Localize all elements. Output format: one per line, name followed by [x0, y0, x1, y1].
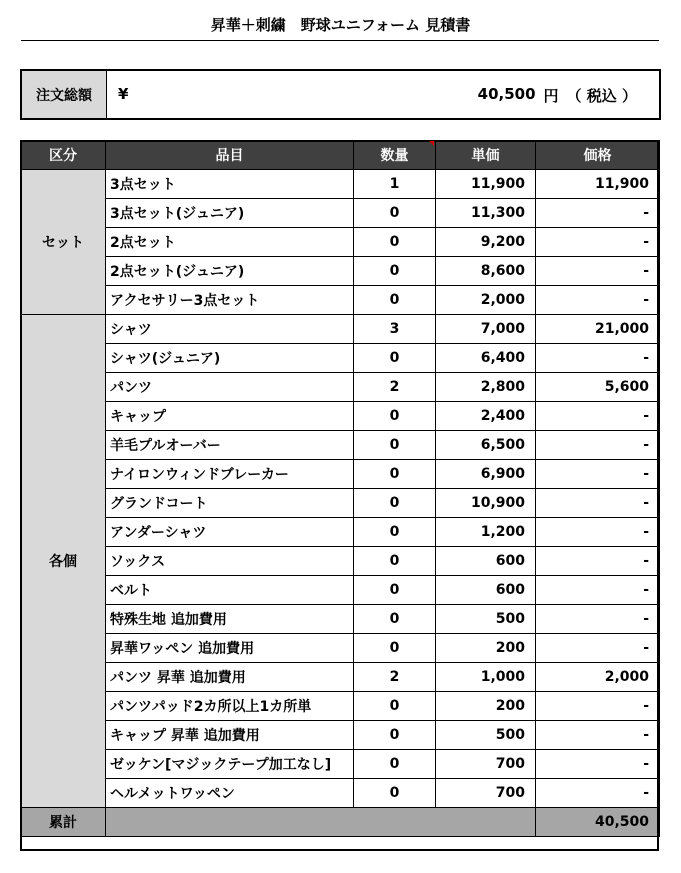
header-unit-price: 単価 [436, 141, 536, 170]
table-row [21, 460, 660, 489]
item-name-cell: アクセサリー3点セット [106, 286, 354, 315]
price-cell: 21,000 [536, 315, 660, 344]
item-name-cell: 2点セット [106, 228, 354, 257]
price-cell: - [536, 402, 660, 431]
table-row [21, 518, 660, 547]
yen-sign: ¥ [118, 85, 129, 103]
table-row [21, 692, 660, 721]
summary-label: 累計 [21, 808, 106, 837]
summary-row [21, 808, 660, 837]
comment-indicator-icon [429, 141, 434, 146]
item-name-cell: ナイロンウィンドブレーカー [106, 460, 354, 489]
table-row [21, 576, 660, 605]
quantity-cell[interactable]: 0 [354, 431, 436, 460]
table-row [21, 199, 660, 228]
table-row [21, 228, 660, 257]
price-cell: - [536, 779, 660, 808]
item-name-cell: シャツ [106, 315, 354, 344]
summary-total: 40,500 [536, 808, 660, 837]
item-name-cell: 2点セット(ジュニア) [106, 257, 354, 286]
table-row [21, 431, 660, 460]
item-name-cell: パンツ [106, 373, 354, 402]
quantity-cell[interactable]: 1 [354, 170, 436, 199]
item-name-cell: ベルト [106, 576, 354, 605]
unit-price-cell: 7,000 [436, 315, 536, 344]
unit-price-cell: 600 [436, 547, 536, 576]
unit-price-cell: 6,900 [436, 460, 536, 489]
price-cell: - [536, 489, 660, 518]
item-name-cell: グランドコート [106, 489, 354, 518]
unit-price-cell: 600 [436, 576, 536, 605]
table-row [21, 489, 660, 518]
quantity-cell[interactable]: 0 [354, 518, 436, 547]
table-row [21, 634, 660, 663]
table-row [21, 315, 660, 344]
category-cell: セット [21, 170, 106, 315]
item-name-cell: ヘルメットワッペン [106, 779, 354, 808]
quantity-cell[interactable]: 0 [354, 692, 436, 721]
table-body [21, 170, 660, 808]
unit-price-cell: 1,200 [436, 518, 536, 547]
quantity-cell[interactable]: 0 [354, 460, 436, 489]
table-row [21, 402, 660, 431]
category-cell: 各個 [21, 315, 106, 808]
unit-price-cell: 700 [436, 750, 536, 779]
unit-price-cell: 10,900 [436, 489, 536, 518]
item-name-cell: 3点セット(ジュニア) [106, 199, 354, 228]
unit-price-cell: 700 [436, 779, 536, 808]
quantity-cell[interactable]: 0 [354, 344, 436, 373]
unit-price-cell: 6,500 [436, 431, 536, 460]
price-cell: - [536, 634, 660, 663]
estimate-table [20, 140, 660, 837]
quantity-cell[interactable]: 0 [354, 605, 436, 634]
unit-price-cell: 6,400 [436, 344, 536, 373]
table-row [21, 663, 660, 692]
quantity-cell[interactable]: 3 [354, 315, 436, 344]
order-total-tax-note: （ 税込 ） [566, 87, 637, 105]
unit-price-cell: 8,600 [436, 257, 536, 286]
quantity-cell[interactable]: 0 [354, 199, 436, 228]
order-total-box [20, 69, 661, 120]
price-cell: - [536, 431, 660, 460]
quantity-cell[interactable]: 0 [354, 489, 436, 518]
unit-price-cell: 2,000 [436, 286, 536, 315]
item-name-cell: 羊毛プルオーバー [106, 431, 354, 460]
price-cell: - [536, 199, 660, 228]
table-row [21, 721, 660, 750]
price-cell: 2,000 [536, 663, 660, 692]
price-cell: - [536, 692, 660, 721]
unit-price-cell: 2,800 [436, 373, 536, 402]
item-name-cell: シャツ(ジュニア) [106, 344, 354, 373]
price-cell: - [536, 257, 660, 286]
item-name-cell: アンダーシャツ [106, 518, 354, 547]
table-header-row [21, 141, 660, 170]
header-item: 品目 [106, 141, 354, 170]
item-name-cell: パンツパッド2カ所以上1カ所単 [106, 692, 354, 721]
quantity-cell[interactable]: 0 [354, 402, 436, 431]
header-category: 区分 [21, 141, 106, 170]
quantity-cell[interactable]: 2 [354, 373, 436, 402]
price-cell: - [536, 518, 660, 547]
unit-price-cell: 1,000 [436, 663, 536, 692]
item-name-cell: 昇華ワッペン 追加費用 [106, 634, 354, 663]
order-total-amount-group [478, 85, 637, 106]
document-title: 昇華＋刺繍 野球ユニフォーム 見積書 [210, 16, 471, 34]
title-divider [21, 40, 659, 41]
quantity-cell[interactable]: 0 [354, 721, 436, 750]
quantity-cell[interactable]: 0 [354, 286, 436, 315]
unit-price-cell: 500 [436, 721, 536, 750]
item-name-cell: 特殊生地 追加費用 [106, 605, 354, 634]
unit-price-cell: 500 [436, 605, 536, 634]
price-cell: - [536, 228, 660, 257]
item-name-cell: ゼッケン[マジックテープ加工なし] [106, 750, 354, 779]
price-cell: 5,600 [536, 373, 660, 402]
quantity-cell[interactable]: 0 [354, 576, 436, 605]
table-row [21, 779, 660, 808]
table-row [21, 605, 660, 634]
price-cell: - [536, 286, 660, 315]
unit-price-cell: 200 [436, 634, 536, 663]
unit-price-cell: 2,400 [436, 402, 536, 431]
order-total-amount: 40,500 [477, 85, 536, 103]
table-row [21, 344, 660, 373]
item-name-cell: 3点セット [106, 170, 354, 199]
unit-price-cell: 200 [436, 692, 536, 721]
quantity-cell[interactable]: 0 [354, 257, 436, 286]
table-row [21, 170, 660, 199]
price-cell: - [536, 576, 660, 605]
table-row [21, 547, 660, 576]
unit-price-cell: 9,200 [436, 228, 536, 257]
summary-blank [106, 808, 536, 837]
table-row [21, 257, 660, 286]
header-price: 価格 [536, 141, 660, 170]
item-name-cell: パンツ 昇華 追加費用 [106, 663, 354, 692]
price-cell: 11,900 [536, 170, 660, 199]
price-cell: - [536, 344, 660, 373]
quantity-cell[interactable]: 2 [354, 663, 436, 692]
table-row [21, 286, 660, 315]
price-cell: - [536, 721, 660, 750]
item-name-cell: キャップ [106, 402, 354, 431]
item-name-cell: ソックス [106, 547, 354, 576]
table-row [21, 373, 660, 402]
quantity-cell[interactable]: 0 [354, 228, 436, 257]
header-quantity: 数量 [354, 141, 436, 170]
order-total-label: 注文総額 [22, 71, 107, 118]
unit-price-cell: 11,300 [436, 199, 536, 228]
quantity-cell[interactable]: 0 [354, 779, 436, 808]
quantity-cell[interactable]: 0 [354, 547, 436, 576]
order-total-unit: 円 [543, 87, 559, 105]
quantity-cell[interactable]: 0 [354, 750, 436, 779]
price-cell: - [536, 605, 660, 634]
table-row [21, 750, 660, 779]
unit-price-cell: 11,900 [436, 170, 536, 199]
price-cell: - [536, 460, 660, 489]
price-cell: - [536, 547, 660, 576]
item-name-cell: キャップ 昇華 追加費用 [106, 721, 354, 750]
price-cell: - [536, 750, 660, 779]
quantity-cell[interactable]: 0 [354, 634, 436, 663]
